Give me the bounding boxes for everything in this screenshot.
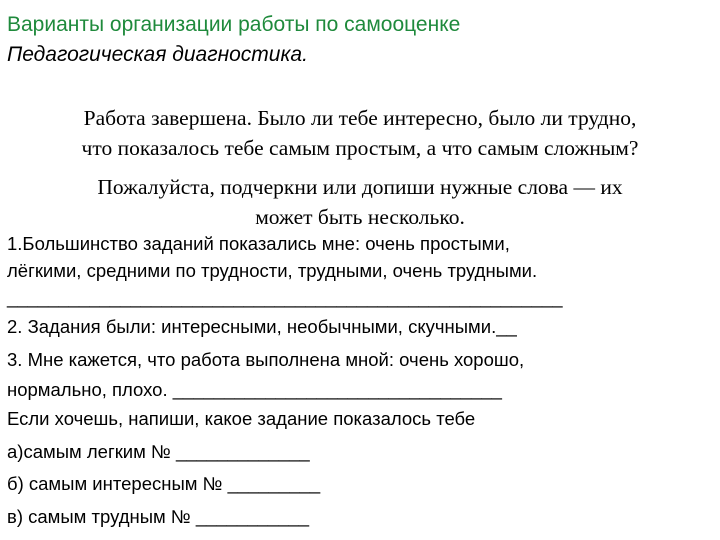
title-block xyxy=(7,10,707,70)
most-interesting-task-line: б) самым интересным № _________ xyxy=(7,473,321,495)
answer-blank-line: ______________________________________________________ xyxy=(7,287,563,308)
slide-title: Варианты организации работы по самооценке xyxy=(7,13,461,36)
question-3-line: 3. Мне кажется, что работа выполнена мной: очень хорошо, xyxy=(7,348,525,370)
instruction-text xyxy=(0,172,720,232)
question-1-line: 1.Большинство заданий показались мне: очень простыми, xyxy=(7,233,510,254)
question-3-options-line: нормально, плохо. ________________________________ xyxy=(7,379,502,401)
task-prompt-line: Если хочешь, напиши, какое задание показалось тебе xyxy=(7,408,476,430)
question-1-options-line: лёгкими, средними по трудности, трудными, очень трудными. xyxy=(7,260,538,281)
intro-line: Работа завершена. Было ли тебе интересно, было ли трудно, xyxy=(83,106,637,130)
question-2-line: 2. Задания были: интересными, необычными, скучными.__ xyxy=(7,316,517,337)
questionnaire xyxy=(7,230,713,534)
intro-line: что показалось тебе самым простым, а что самым сложным? xyxy=(81,136,639,160)
slide-subtitle: Педагогическая диагностика. xyxy=(7,43,308,66)
intro-text xyxy=(0,103,720,163)
instruction-line: может быть несколько. xyxy=(255,205,465,229)
instruction-line: Пожалуйста, подчеркни или допиши нужные слова — их xyxy=(97,175,623,199)
hardest-task-line: в) самым трудным № ___________ xyxy=(7,505,310,527)
easiest-task-line: а)самым легким № _____________ xyxy=(7,440,310,462)
